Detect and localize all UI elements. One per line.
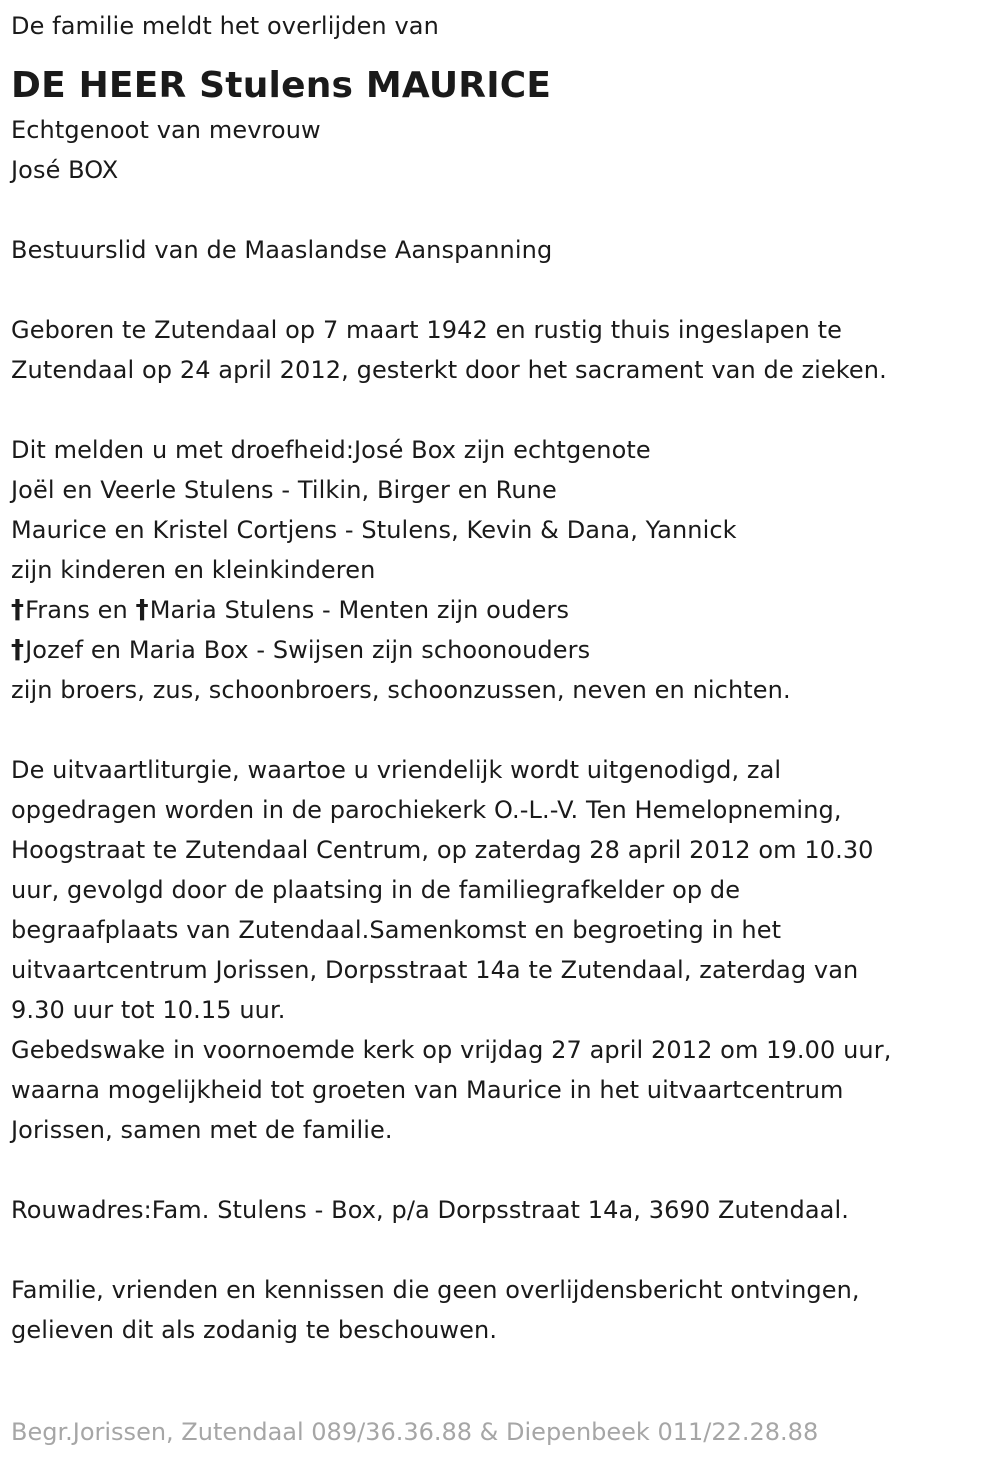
birth-death-line-1: Geboren te Zutendaal op 7 maart 1942 en rustig thuis ingeslapen te	[11, 316, 843, 344]
closing-line-2: gelieven dit als zodanig te beschouwen.	[11, 1316, 498, 1344]
family-line-5	[11, 590, 990, 630]
closing-line-1: Familie, vrienden en kennissen die geen overlijdensbericht ontvingen,	[11, 1276, 860, 1304]
family-line-6	[11, 630, 990, 670]
funeral-line-8: Gebedswake in voornoemde kerk op vrijdag 27 april 2012 om 19.00 uur,	[11, 1036, 892, 1064]
family-line-7: zijn broers, zus, schoonbroers, schoonzussen, neven en nichten.	[11, 676, 791, 704]
undertaker-footer: Begr.Jorissen, Zutendaal 089/36.36.88 & Diepenbeek 011/22.28.88	[11, 1418, 819, 1446]
family-line-3: Maurice en Kristel Cortjens - Stulens, Kevin & Dana, Yannick	[11, 516, 737, 544]
funeral-line-3: Hoogstraat te Zutendaal Centrum, op zaterdag 28 april 2012 om 10.30	[11, 836, 874, 864]
role-text: Bestuurslid van de Maaslandse Aanspanning	[11, 236, 553, 264]
funeral-line-10: Jorissen, samen met de familie.	[11, 1116, 393, 1144]
deceased-name: DE HEER Stulens MAURICE	[11, 65, 552, 106]
family-line-1: Dit melden u met droefheid:José Box zijn echtgenote	[11, 436, 651, 464]
funeral-line-5: begraafplaats van Zutendaal.Samenkomst en begroeting in het	[11, 916, 782, 944]
mourning-address: Rouwadres:Fam. Stulens - Box, p/a Dorpsstraat 14a, 3690 Zutendaal.	[11, 1196, 849, 1224]
cross-icon: †	[135, 595, 149, 625]
family-line-4: zijn kinderen en kleinkinderen	[11, 556, 376, 584]
family-line-6-text: Jozef en Maria Box - Swijsen zijn schoonouders	[25, 636, 591, 664]
intro-text: De familie meldt het overlijden van	[11, 12, 439, 40]
spouse-line-2: José BOX	[11, 156, 119, 184]
family-line-5b: Maria Stulens - Menten zijn ouders	[149, 596, 570, 624]
birth-death-line-2: Zutendaal op 24 april 2012, gesterkt door het sacrament van de zieken.	[11, 356, 887, 384]
spouse-line-1: Echtgenoot van mevrouw	[11, 116, 321, 144]
cross-icon: †	[11, 635, 25, 665]
funeral-line-6: uitvaartcentrum Jorissen, Dorpsstraat 14a te Zutendaal, zaterdag van	[11, 956, 859, 984]
family-line-5a: Frans en	[25, 596, 136, 624]
funeral-line-9: waarna mogelijkheid tot groeten van Maurice in het uitvaartcentrum	[11, 1076, 844, 1104]
family-line-2: Joël en Veerle Stulens - Tilkin, Birger en Rune	[11, 476, 557, 504]
funeral-line-7: 9.30 uur tot 10.15 uur.	[11, 996, 286, 1024]
cross-icon: †	[11, 595, 25, 625]
funeral-line-4: uur, gevolgd door de plaatsing in de familiegrafkelder op de	[11, 876, 741, 904]
funeral-line-2: opgedragen worden in de parochiekerk O.-L.-V. Ten Hemelopneming,	[11, 796, 842, 824]
funeral-line-1: De uitvaartliturgie, waartoe u vriendelijk wordt uitgenodigd, zal	[11, 756, 782, 784]
